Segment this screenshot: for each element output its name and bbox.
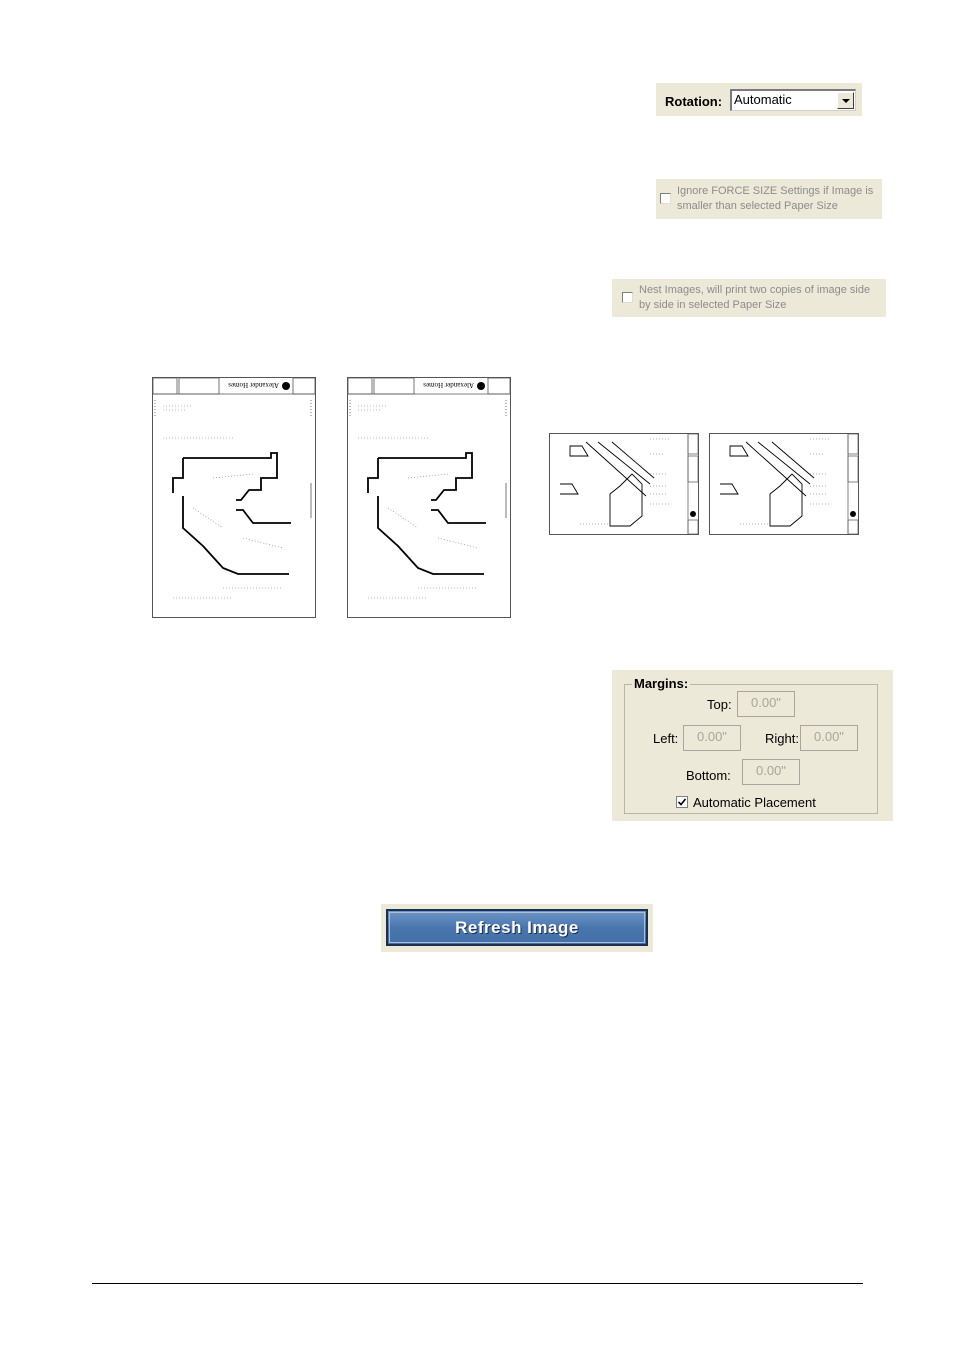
nest-images-label-line2: by side in selected Paper Size [639, 299, 787, 311]
nested-landscape-drawing-1 [549, 433, 699, 535]
margin-left-field[interactable]: 0.00" [683, 725, 741, 751]
nested-landscape-drawing-2 [709, 433, 859, 535]
automatic-placement-label: Automatic Placement [693, 795, 816, 810]
floor-plan-drawing [348, 378, 510, 617]
rotation-select[interactable] [730, 89, 856, 111]
margin-bottom-field[interactable]: 0.00" [742, 759, 800, 785]
nest-images-checkbox[interactable] [622, 292, 633, 303]
margin-right-field[interactable]: 0.00" [800, 725, 858, 751]
rotation-panel [656, 83, 862, 116]
ignore-force-size-panel [656, 179, 882, 219]
margin-bottom-label: Bottom: [686, 768, 731, 783]
drawing-title-block: Alexander Homes [423, 381, 474, 389]
margin-top-label: Top: [707, 697, 732, 712]
checkmark-icon [677, 797, 687, 807]
nest-images-label-line1: Nest Images, will print two copies of image side [639, 284, 871, 296]
refresh-panel [381, 904, 653, 952]
margin-right-label: Right: [765, 731, 799, 746]
nested-portrait-drawing-1 [152, 377, 316, 618]
ignore-force-size-label-line1: Ignore FORCE SIZE Settings if Image is [677, 185, 874, 197]
nest-images-panel [612, 279, 886, 317]
floor-plan-drawing [710, 434, 858, 534]
refresh-image-button[interactable]: Refresh Image [386, 909, 648, 946]
margin-left-label: Left: [653, 731, 679, 746]
drawing-title-block: Alexander Homes [228, 381, 279, 389]
floor-plan-drawing [153, 378, 315, 617]
chevron-down-icon[interactable] [837, 92, 854, 109]
automatic-placement-checkbox[interactable] [676, 796, 688, 808]
rotation-selected-value: Automatic [734, 92, 792, 107]
footer-divider [92, 1283, 863, 1284]
margin-top-field[interactable]: 0.00" [737, 691, 795, 717]
margins-panel [612, 670, 893, 821]
ignore-force-size-checkbox[interactable] [660, 193, 671, 204]
ignore-force-size-label-line2: smaller than selected Paper Size [677, 200, 838, 212]
margins-title: Margins: [634, 676, 689, 691]
rotation-label: Rotation: [665, 94, 723, 109]
nested-portrait-drawing-2 [347, 377, 511, 618]
floor-plan-drawing [550, 434, 698, 534]
